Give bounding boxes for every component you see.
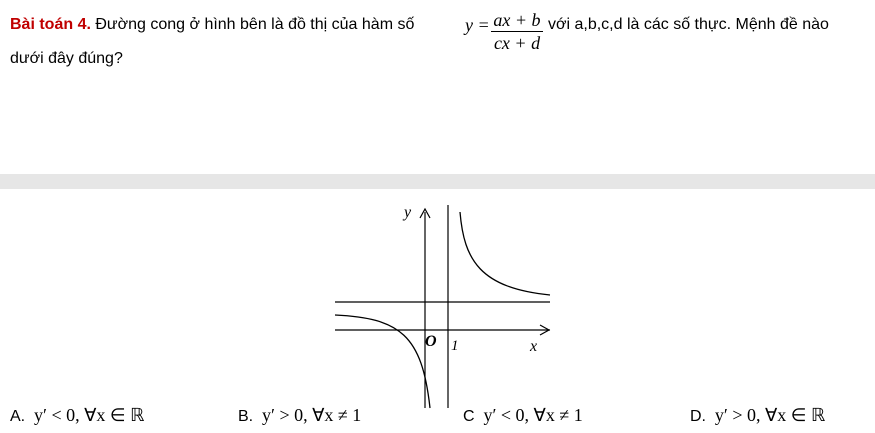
fraction-denominator: cx + d <box>493 33 541 53</box>
curve-right-branch <box>460 212 550 295</box>
question-text-before: Đường cong ở hình bên là đồ thị của hàm số <box>95 16 415 33</box>
answer-a[interactable] <box>10 405 144 426</box>
answer-c-text: y′ < 0, ∀x ≠ 1 <box>483 405 583 425</box>
answer-d-letter: D. <box>690 408 706 425</box>
answer-c-letter: C <box>463 408 475 425</box>
answer-a-letter: A. <box>10 408 26 425</box>
function-graph <box>330 200 555 410</box>
tick-label-one: 1 <box>451 338 459 354</box>
function-fraction <box>491 10 543 53</box>
question-intro <box>10 16 414 34</box>
y-axis-label: y <box>404 204 412 221</box>
question-line-2: dưới đây đúng? <box>10 50 123 67</box>
graph-svg <box>330 200 555 410</box>
origin-label: O <box>425 333 437 350</box>
x-axis-label: x <box>530 338 538 355</box>
answer-b[interactable] <box>238 405 361 426</box>
answer-b-letter: B. <box>238 408 254 425</box>
answer-d[interactable] <box>690 405 825 426</box>
question-line-1 <box>10 10 870 53</box>
answer-b-text: y′ > 0, ∀x ≠ 1 <box>262 405 362 425</box>
question-label: Bài toán 4. <box>10 16 91 33</box>
fraction-numerator: ax + b <box>493 10 541 30</box>
question-text-after: với a,b,c,d là các số thực. Mệnh đề nào <box>548 16 829 33</box>
answer-c[interactable] <box>463 405 583 426</box>
section-divider <box>0 174 875 189</box>
fraction-bar <box>491 31 543 32</box>
answer-d-text: y′ > 0, ∀x ∈ ℝ <box>714 405 826 425</box>
curve-left-branch <box>335 315 430 408</box>
function-y-equals: y = <box>465 15 490 35</box>
answer-a-text: y′ < 0, ∀x ∈ ℝ <box>34 405 145 425</box>
